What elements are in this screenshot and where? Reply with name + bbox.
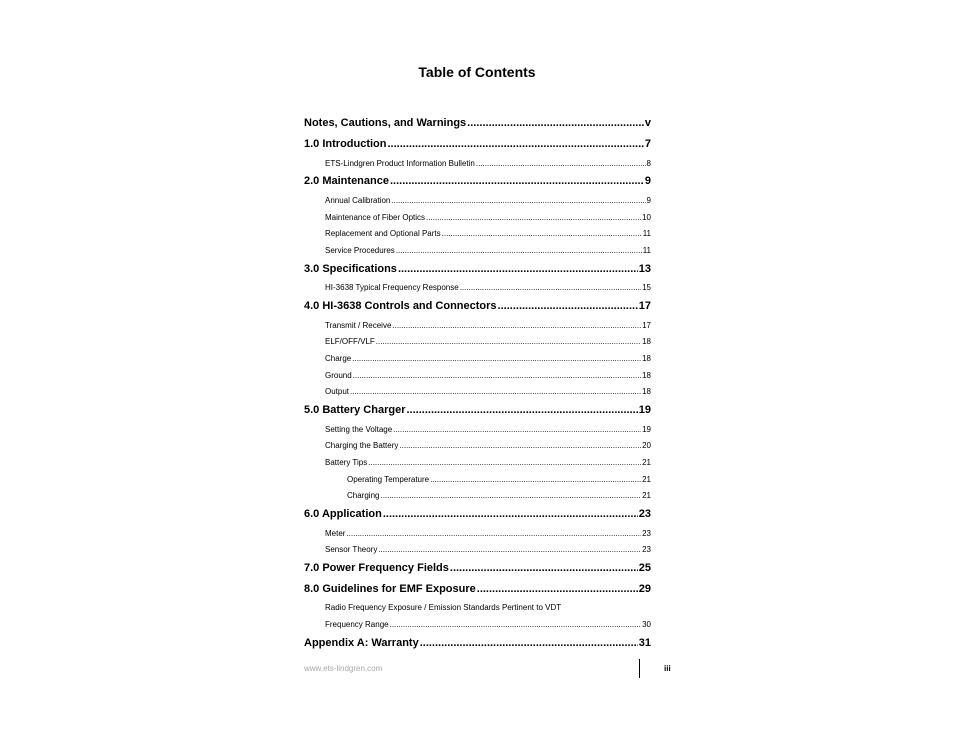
toc-entry-label: Charging the Battery <box>325 441 399 450</box>
dot-leader <box>390 175 644 187</box>
toc-entry-page: 18 <box>642 387 651 396</box>
dot-leader <box>378 545 641 554</box>
toc-entry-page: 21 <box>642 475 651 484</box>
toc-entry-label: 6.0 Application <box>304 508 382 520</box>
toc-entry-page: 21 <box>642 458 651 467</box>
toc-entry[interactable] <box>304 404 651 416</box>
toc-entry[interactable] <box>304 263 651 275</box>
table-of-contents <box>304 0 651 738</box>
toc-entry[interactable] <box>325 337 651 346</box>
toc-entry-page: 25 <box>638 562 651 574</box>
dot-leader <box>399 441 641 450</box>
toc-entry-page: 29 <box>638 583 651 595</box>
toc-entry[interactable] <box>325 354 651 363</box>
toc-entry-page: 21 <box>642 491 651 500</box>
dot-leader <box>420 637 638 649</box>
toc-entry-page: 20 <box>642 441 651 450</box>
dot-leader <box>380 491 641 500</box>
toc-entry[interactable] <box>304 138 651 150</box>
toc-entry-label: HI-3638 Typical Frequency Response <box>325 283 459 292</box>
dot-leader <box>477 583 638 595</box>
toc-entry[interactable] <box>325 441 651 450</box>
toc-entry-label: Output <box>325 387 350 396</box>
dot-leader <box>398 263 638 275</box>
dot-leader <box>383 508 638 520</box>
toc-entry-label: Charging <box>347 491 380 500</box>
toc-entry[interactable] <box>304 117 651 129</box>
toc-entry-page: 11 <box>642 246 651 255</box>
toc-entry-page: v <box>644 117 651 129</box>
toc-entry-page: 19 <box>638 404 651 416</box>
toc-entry-label: Frequency Range <box>325 620 389 629</box>
dot-leader <box>396 246 642 255</box>
dot-leader <box>430 475 641 484</box>
toc-entry[interactable] <box>325 425 651 434</box>
toc-entry-page: 17 <box>642 321 651 330</box>
toc-entry-label: Battery Tips <box>325 458 368 467</box>
dot-leader <box>476 159 646 168</box>
dot-leader <box>346 529 641 538</box>
toc-entry[interactable] <box>325 371 651 380</box>
toc-entry-first-line[interactable] <box>325 603 651 612</box>
toc-entry-page: 18 <box>642 337 651 346</box>
toc-entry-label: Replacement and Optional Parts <box>325 229 441 238</box>
toc-entry[interactable] <box>325 283 651 292</box>
dot-leader <box>442 229 642 238</box>
toc-entry-label: Notes, Cautions, and Warnings <box>304 117 467 129</box>
dot-leader <box>426 213 641 222</box>
dot-leader <box>352 354 641 363</box>
toc-entry-label: 8.0 Guidelines for EMF Exposure <box>304 583 476 595</box>
toc-entry[interactable] <box>325 529 651 538</box>
toc-entry[interactable] <box>347 475 651 484</box>
toc-entry-label: Setting the Voltage <box>325 425 393 434</box>
toc-entry-label: 3.0 Specifications <box>304 263 397 275</box>
toc-entry[interactable] <box>325 321 651 330</box>
toc-entry[interactable] <box>347 491 651 500</box>
dot-leader <box>391 196 645 205</box>
dot-leader <box>388 138 644 150</box>
toc-entry-label: 1.0 Introduction <box>304 138 387 150</box>
toc-entry[interactable] <box>304 300 651 312</box>
toc-entry-label: 4.0 HI-3638 Controls and Connectors <box>304 300 497 312</box>
dot-leader <box>392 321 641 330</box>
footer-divider <box>639 659 640 678</box>
toc-entry-page: 17 <box>638 300 651 312</box>
toc-entry-label: 7.0 Power Frequency Fields <box>304 562 449 574</box>
toc-entry[interactable] <box>325 620 651 629</box>
toc-entry-label: 5.0 Battery Charger <box>304 404 406 416</box>
toc-entry-page: 13 <box>638 263 651 275</box>
toc-entry-label: Meter <box>325 529 346 538</box>
dot-leader <box>498 300 638 312</box>
toc-entry-label: Maintenance of Fiber Optics <box>325 213 426 222</box>
toc-entry-page: 7 <box>644 138 651 150</box>
dot-leader <box>350 387 641 396</box>
toc-entry[interactable] <box>304 175 651 187</box>
toc-entry[interactable] <box>325 387 651 396</box>
toc-entry-label: Annual Calibration <box>325 196 391 205</box>
dot-leader <box>353 371 641 380</box>
toc-entry[interactable] <box>325 159 651 168</box>
toc-entry-label: 2.0 Maintenance <box>304 175 389 187</box>
toc-entry[interactable] <box>325 545 651 554</box>
toc-entry-page: 18 <box>642 371 651 380</box>
toc-entry-page: 15 <box>642 283 651 292</box>
toc-entry[interactable] <box>325 458 651 467</box>
toc-entry[interactable] <box>304 583 651 595</box>
dot-leader <box>393 425 641 434</box>
toc-entry[interactable] <box>304 637 651 649</box>
toc-entry-page: 31 <box>638 637 651 649</box>
toc-entry-label: Appendix A: Warranty <box>304 637 419 649</box>
dot-leader <box>407 404 638 416</box>
toc-entry-page: 11 <box>642 229 651 238</box>
toc-entry-label: Ground <box>325 371 352 380</box>
footer-page-number: iii <box>664 664 671 673</box>
toc-entry-label: ELF/OFF/VLF <box>325 337 375 346</box>
dot-leader <box>368 458 641 467</box>
toc-entry-label: Operating Temperature <box>347 475 430 484</box>
toc-entry-page: 30 <box>642 620 651 629</box>
toc-entry-page: 23 <box>642 545 651 554</box>
toc-entry-label: Sensor Theory <box>325 545 378 554</box>
toc-entry-label: Transmit / Receive <box>325 321 392 330</box>
toc-entry[interactable] <box>325 196 651 205</box>
toc-entry-page: 10 <box>642 213 651 222</box>
footer-url[interactable]: www.ets-lindgren.com <box>304 664 383 673</box>
toc-entry-page: 19 <box>642 425 651 434</box>
dot-leader <box>376 337 641 346</box>
toc-entry[interactable] <box>304 562 651 574</box>
toc-entry[interactable] <box>304 508 651 520</box>
toc-entry-page: 23 <box>642 529 651 538</box>
toc-entry-label: ETS-Lindgren Product Information Bulletin <box>325 159 475 168</box>
toc-entry-page: 23 <box>638 508 651 520</box>
toc-entry[interactable] <box>325 213 651 222</box>
toc-entry-label: Service Procedures <box>325 246 395 255</box>
toc-entry-label: Charge <box>325 354 352 363</box>
toc-entry[interactable] <box>325 229 651 238</box>
toc-entry-page: 9 <box>646 196 651 205</box>
dot-leader <box>467 117 644 129</box>
toc-entry-page: 18 <box>642 354 651 363</box>
toc-entry[interactable] <box>325 246 651 255</box>
toc-entry-page: 8 <box>646 159 651 168</box>
dot-leader <box>390 620 642 629</box>
dot-leader <box>460 283 641 292</box>
toc-entry-page: 9 <box>644 175 651 187</box>
page-title: Table of Contents <box>418 64 536 80</box>
toc-entry-label: Radio Frequency Exposure / Emission Standards Pertinent to VDT <box>325 603 562 612</box>
dot-leader <box>450 562 638 574</box>
